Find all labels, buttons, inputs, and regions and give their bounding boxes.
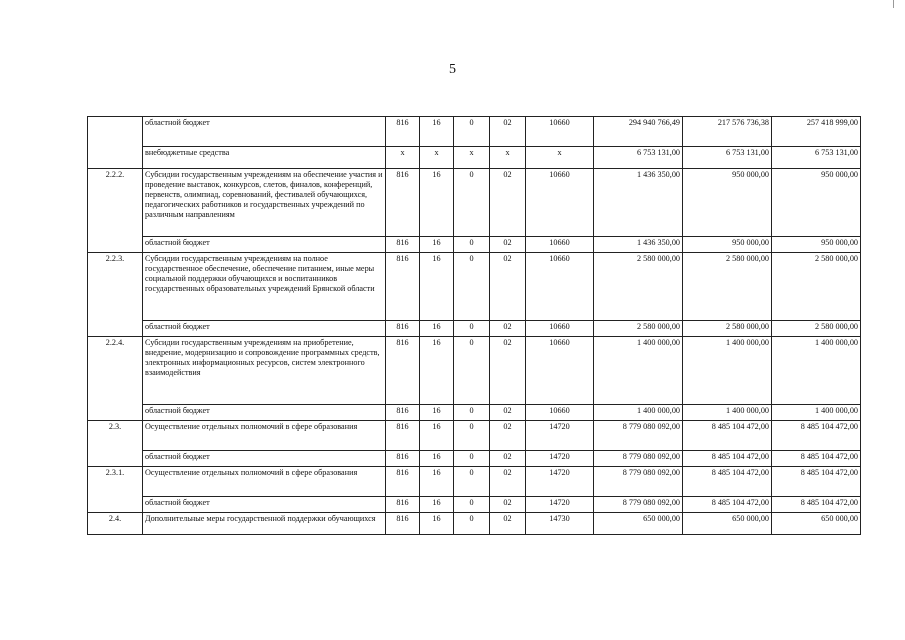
amount-cell-a3: 257 418 999,00	[772, 117, 861, 147]
row-number-cell: 2.3.	[88, 421, 143, 467]
amount-cell-a1: 2 580 000,00	[594, 253, 683, 321]
table-row	[88, 421, 861, 451]
code-cell-c1: 816	[386, 337, 420, 405]
code-cell-c2: х	[420, 147, 454, 169]
amount-cell-a3: 1 400 000,00	[772, 337, 861, 405]
code-cell-c4: 02	[490, 513, 526, 535]
code-cell-c5: 14720	[526, 497, 594, 513]
row-number-cell: 2.4.	[88, 513, 143, 535]
amount-cell-a2: 1 400 000,00	[683, 405, 772, 421]
amount-cell-a2: 950 000,00	[683, 237, 772, 253]
code-cell-c3: х	[454, 147, 490, 169]
scan-edge-mark	[893, 0, 894, 8]
amount-cell-a3: 6 753 131,00	[772, 147, 861, 169]
code-cell-c5: 10660	[526, 117, 594, 147]
code-cell-c1: 816	[386, 169, 420, 237]
code-cell-c4: 02	[490, 237, 526, 253]
table-row	[88, 321, 861, 337]
item-name-cell: Субсидии государственным учреждениям на обеспечение участия и проведение выставок, конкурсов, слетов, финалов, конференций, первенств, олимпиад, соревнований, фестивалей обучающихся, педагогических работников и государственных учреждений по различным направлениям	[143, 169, 386, 237]
amount-cell-a2: 950 000,00	[683, 169, 772, 237]
code-cell-c3: 0	[454, 467, 490, 497]
amount-cell-a2: 8 485 104 472,00	[683, 421, 772, 451]
code-cell-c4: 02	[490, 169, 526, 237]
code-cell-c3: 0	[454, 405, 490, 421]
table-row	[88, 253, 861, 321]
code-cell-c4: 02	[490, 467, 526, 497]
funding-source-cell: областной бюджет	[143, 497, 386, 513]
amount-cell-a3: 2 580 000,00	[772, 253, 861, 321]
code-cell-c2: 16	[420, 337, 454, 405]
amount-cell-a2: 1 400 000,00	[683, 337, 772, 405]
item-name-cell: Субсидии государственным учреждениям на приобретение, внедрение, модернизацию и сопровождение программных средств, электронных информационных ресурсов, систем электронного взаимодействия	[143, 337, 386, 405]
code-cell-c4: 02	[490, 451, 526, 467]
funding-source-cell: внебюджетные средства	[143, 147, 386, 169]
code-cell-c2: 16	[420, 421, 454, 451]
code-cell-c3: 0	[454, 169, 490, 237]
table-row	[88, 237, 861, 253]
code-cell-c1: 816	[386, 467, 420, 497]
amount-cell-a3: 650 000,00	[772, 513, 861, 535]
amount-cell-a1: 1 400 000,00	[594, 405, 683, 421]
table-row	[88, 405, 861, 421]
row-number-cell: 2.2.2.	[88, 169, 143, 253]
code-cell-c1: 816	[386, 117, 420, 147]
code-cell-c2: 16	[420, 117, 454, 147]
item-name-cell: Осуществление отдельных полномочий в сфере образования	[143, 421, 386, 451]
code-cell-c2: 16	[420, 405, 454, 421]
amount-cell-a3: 950 000,00	[772, 237, 861, 253]
row-number-cell: 2.3.1.	[88, 467, 143, 513]
funding-source-cell: областной бюджет	[143, 237, 386, 253]
code-cell-c5: 14730	[526, 513, 594, 535]
code-cell-c4: 02	[490, 421, 526, 451]
code-cell-c2: 16	[420, 237, 454, 253]
code-cell-c3: 0	[454, 253, 490, 321]
item-name-cell: Субсидии государственным учреждениям на полное государственное обеспечение, обеспечение питанием, иные меры социальной поддержки обучающихся и воспитанников государственных образовательных учреждений Брянской области	[143, 253, 386, 321]
code-cell-c4: 02	[490, 337, 526, 405]
amount-cell-a2: 8 485 104 472,00	[683, 451, 772, 467]
code-cell-c1: 816	[386, 421, 420, 451]
table-row	[88, 147, 861, 169]
amount-cell-a2: 8 485 104 472,00	[683, 497, 772, 513]
amount-cell-a3: 8 485 104 472,00	[772, 451, 861, 467]
amount-cell-a1: 8 779 080 092,00	[594, 467, 683, 497]
amount-cell-a2: 217 576 736,38	[683, 117, 772, 147]
funding-source-cell: областной бюджет	[143, 405, 386, 421]
code-cell-c4: 02	[490, 117, 526, 147]
amount-cell-a1: 294 940 766,49	[594, 117, 683, 147]
amount-cell-a1: 6 753 131,00	[594, 147, 683, 169]
code-cell-c4: х	[490, 147, 526, 169]
code-cell-c5: 14720	[526, 467, 594, 497]
amount-cell-a3: 8 485 104 472,00	[772, 467, 861, 497]
table-row	[88, 337, 861, 405]
amount-cell-a1: 2 580 000,00	[594, 321, 683, 337]
table-row	[88, 169, 861, 237]
code-cell-c1: 816	[386, 405, 420, 421]
amount-cell-a3: 1 400 000,00	[772, 405, 861, 421]
code-cell-c5: 14720	[526, 421, 594, 451]
amount-cell-a1: 1 436 350,00	[594, 237, 683, 253]
amount-cell-a2: 6 753 131,00	[683, 147, 772, 169]
code-cell-c5: 10660	[526, 253, 594, 321]
code-cell-c5: 10660	[526, 405, 594, 421]
code-cell-c4: 02	[490, 253, 526, 321]
code-cell-c5: 14720	[526, 451, 594, 467]
code-cell-c2: 16	[420, 321, 454, 337]
amount-cell-a1: 650 000,00	[594, 513, 683, 535]
code-cell-c1: 816	[386, 253, 420, 321]
code-cell-c3: 0	[454, 451, 490, 467]
code-cell-c5: 10660	[526, 321, 594, 337]
funding-source-cell: областной бюджет	[143, 117, 386, 147]
table-row	[88, 451, 861, 467]
amount-cell-a2: 2 580 000,00	[683, 321, 772, 337]
code-cell-c3: 0	[454, 337, 490, 405]
code-cell-c2: 16	[420, 497, 454, 513]
code-cell-c1: 816	[386, 497, 420, 513]
page-number: 5	[449, 62, 456, 77]
code-cell-c3: 0	[454, 237, 490, 253]
amount-cell-a3: 2 580 000,00	[772, 321, 861, 337]
code-cell-c3: 0	[454, 497, 490, 513]
code-cell-c4: 02	[490, 405, 526, 421]
code-cell-c4: 02	[490, 321, 526, 337]
table-row	[88, 117, 861, 147]
code-cell-c5: 10660	[526, 237, 594, 253]
amount-cell-a1: 8 779 080 092,00	[594, 497, 683, 513]
funding-source-cell: областной бюджет	[143, 321, 386, 337]
code-cell-c5: 10660	[526, 337, 594, 405]
item-name-cell: Осуществление отдельных полномочий в сфере образования	[143, 467, 386, 497]
code-cell-c1: 816	[386, 513, 420, 535]
code-cell-c1: 816	[386, 237, 420, 253]
code-cell-c4: 02	[490, 497, 526, 513]
budget-table	[87, 116, 861, 535]
code-cell-c2: 16	[420, 467, 454, 497]
row-number-cell: 2.2.3.	[88, 253, 143, 337]
code-cell-c5: 10660	[526, 169, 594, 237]
budget-table-body	[88, 117, 861, 535]
amount-cell-a1: 1 436 350,00	[594, 169, 683, 237]
amount-cell-a1: 8 779 080 092,00	[594, 451, 683, 467]
table-row	[88, 497, 861, 513]
code-cell-c1: 816	[386, 321, 420, 337]
amount-cell-a2: 650 000,00	[683, 513, 772, 535]
code-cell-c3: 0	[454, 117, 490, 147]
code-cell-c3: 0	[454, 321, 490, 337]
code-cell-c1: х	[386, 147, 420, 169]
amount-cell-a2: 8 485 104 472,00	[683, 467, 772, 497]
code-cell-c1: 816	[386, 451, 420, 467]
code-cell-c3: 0	[454, 513, 490, 535]
amount-cell-a3: 950 000,00	[772, 169, 861, 237]
row-number-cell	[88, 117, 143, 169]
code-cell-c2: 16	[420, 513, 454, 535]
code-cell-c3: 0	[454, 421, 490, 451]
amount-cell-a1: 8 779 080 092,00	[594, 421, 683, 451]
code-cell-c2: 16	[420, 451, 454, 467]
amount-cell-a3: 8 485 104 472,00	[772, 497, 861, 513]
code-cell-c2: 16	[420, 253, 454, 321]
amount-cell-a1: 1 400 000,00	[594, 337, 683, 405]
funding-source-cell: областной бюджет	[143, 451, 386, 467]
code-cell-c2: 16	[420, 169, 454, 237]
row-number-cell: 2.2.4.	[88, 337, 143, 421]
amount-cell-a2: 2 580 000,00	[683, 253, 772, 321]
table-row	[88, 513, 861, 535]
code-cell-c5: х	[526, 147, 594, 169]
item-name-cell: Дополнительные меры государственной поддержки обучающихся	[143, 513, 386, 535]
amount-cell-a3: 8 485 104 472,00	[772, 421, 861, 451]
table-row	[88, 467, 861, 497]
